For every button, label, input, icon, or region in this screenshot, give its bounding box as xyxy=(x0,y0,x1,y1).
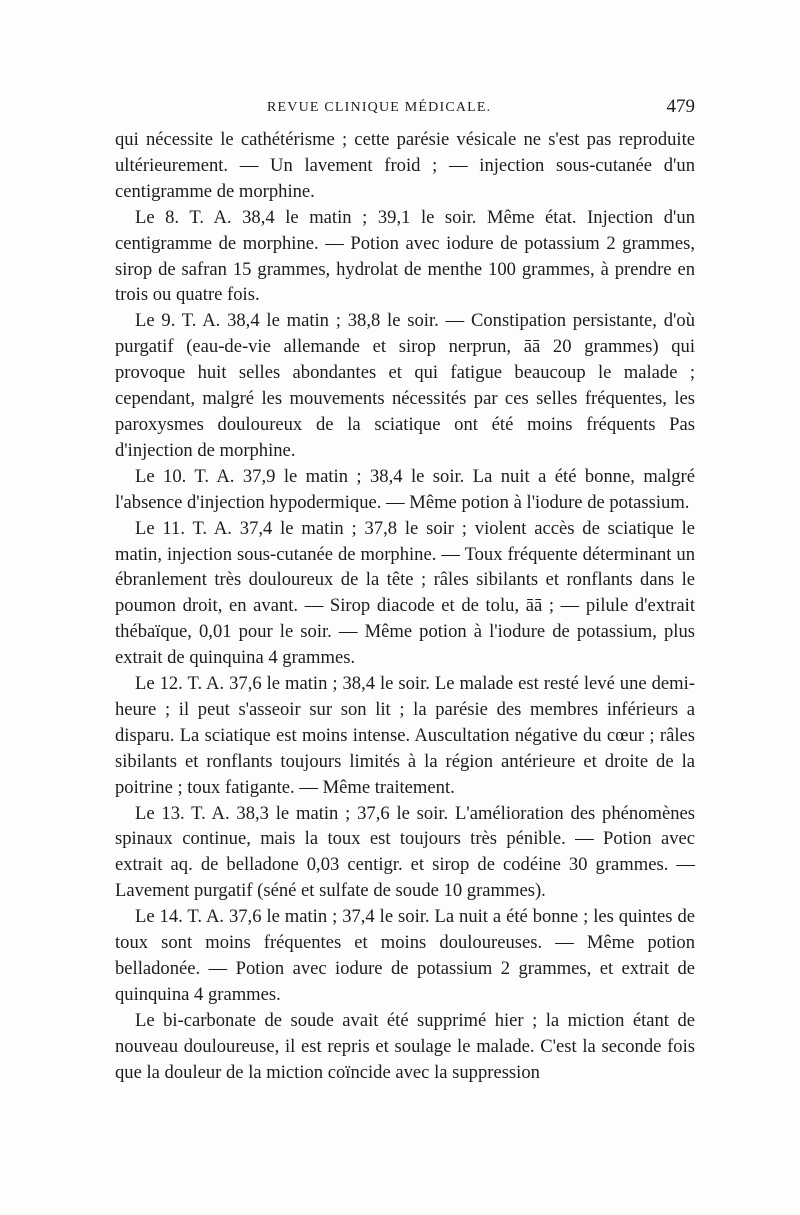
body-text xyxy=(115,127,695,1086)
paragraph: Le 10. T. A. 37,9 le matin ; 38,4 le soir. La nuit a été bonne, malgré l'absence d'injection hypodermique. — Même potion à l'iodure de potassium. xyxy=(115,465,695,513)
page-number: 479 xyxy=(666,96,695,117)
paragraph: Le 13. T. A. 38,3 le matin ; 37,6 le soir. L'amélioration des phénomènes spinaux continue, mais la toux est toujours très pénible. — Potion avec extrait aq. de belladone 0,03 centigr. et sirop de codéine 30 grammes. — Lavement purgatif (séné et sulfate de soude 10 grammes). xyxy=(115,802,695,902)
running-head: REVUE CLINIQUE MÉDICALE. xyxy=(267,100,492,115)
paragraph: Le 9. T. A. 38,4 le matin ; 38,8 le soir. — Constipation persistante, d'où purgatif (eau-de-vie allemande et sirop nerprun, āā 20 grammes) qui provoque huit selles abondantes et qui fatigue beaucoup le malade ; cependant, malgré les mouvements nécessités par ces selles fréquentes, les paroxysmes douloureux de la sciatique ont été moins fréquents Pas d'injection de morphine. xyxy=(115,310,695,461)
paragraph: qui nécessite le cathétérisme ; cette parésie vésicale ne s'est pas reproduite ultérieurement. — Un lavement froid ; — injection sous-cutanée d'un centigramme de morphine. xyxy=(115,129,695,202)
page-header xyxy=(115,96,695,124)
paragraph: Le bi-carbonate de soude avait été supprimé hier ; la miction étant de nouveau douloureuse, il est repris et soulage le malade. C'est la seconde fois que la douleur de la miction coïncide avec la suppression xyxy=(115,1009,695,1083)
paragraph: Le 12. T. A. 37,6 le matin ; 38,4 le soir. Le malade est resté levé une demi-heure ; il peut s'asseoir sur son lit ; la parésie des membres inférieurs a disparu. La sciatique est moins intense. Auscultation négative du cœur ; râles sibilants et ronflants toujours limités à la région antérieure et droite de la poitrine ; toux fatigante. — Même traitement. xyxy=(115,673,695,798)
paragraph: Le 8. T. A. 38,4 le matin ; 39,1 le soir. Même état. Injection d'un centigramme de morphine. — Potion avec iodure de potassium 2 grammes, sirop de safran 15 grammes, hydrolat de menthe 100 grammes, à prendre en trois ou quatre fois. xyxy=(115,206,695,306)
paragraph: Le 14. T. A. 37,6 le matin ; 37,4 le soir. La nuit a été bonne ; les quintes de toux sont moins fréquentes et moins douloureuses. — Même potion belladonée. — Potion avec iodure de potassium 2 grammes, et extrait de quinquina 4 grammes. xyxy=(115,906,695,1005)
paragraph: Le 11. T. A. 37,4 le matin ; 37,8 le soir ; violent accès de sciatique le matin, injection sous-cutanée de morphine. — Toux fréquente déterminant un ébranlement très douloureux de la tête ; râles sibilants et ronflants dans le poumon droit, en avant. — Sirop diacode et de tolu, āā ; — pilule d'extrait thébaïque, 0,01 pour le soir. — Même potion à l'iodure de potassium, plus extrait de quinquina 4 grammes. xyxy=(115,517,695,669)
